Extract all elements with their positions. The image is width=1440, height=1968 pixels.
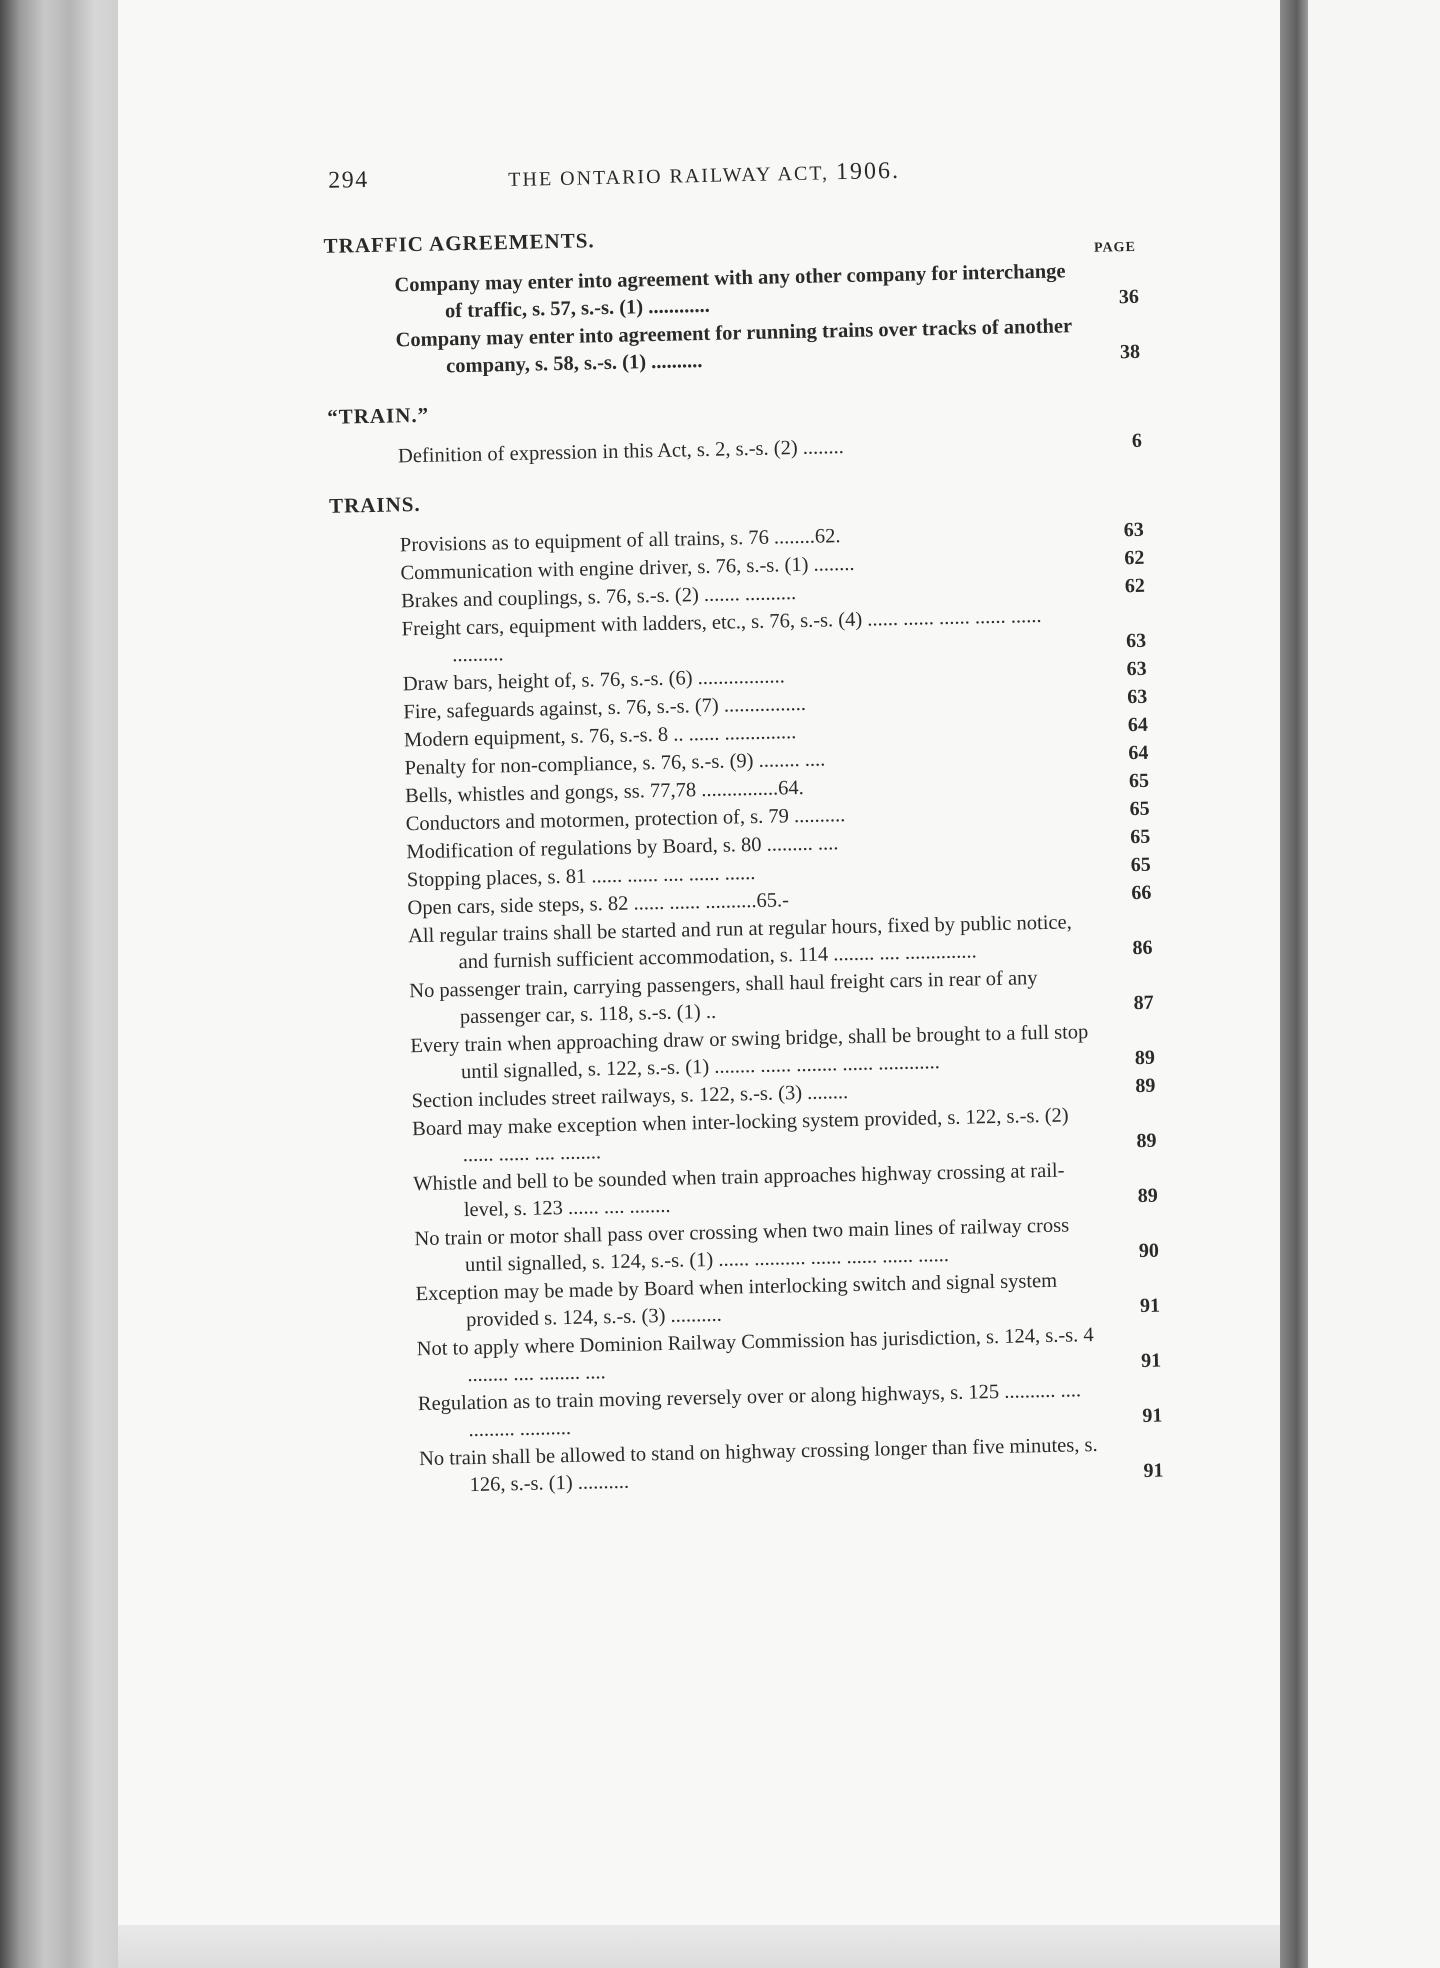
page-column-label: PAGE — [1093, 239, 1136, 256]
entry-page-number: 65 — [1129, 825, 1151, 849]
running-title — [508, 158, 900, 193]
running-title-text: THE ONTARIO RAILWAY ACT, — [508, 162, 830, 192]
entry-page-number: 63 — [1126, 657, 1147, 681]
entry-page-number: 89 — [1136, 1129, 1157, 1153]
index-content — [318, 151, 1166, 1502]
entry-page-number: 89 — [1135, 1074, 1156, 1098]
entry-text: Modern equipment, s. 76, s.-s. 8 .. ...... .............. — [403, 721, 797, 752]
entry-text: Every train when approaching draw or swing bridge, shall be brought to a full stop until signalled, s. 122, s.-s. (1) ........ ...... ........ ...... ............ — [410, 1021, 1089, 1084]
entry-text: Fire, safeguards against, s. 76, s.-s. (7) ................ — [403, 692, 807, 724]
entry-text: Company may enter into agreement for running trains over tracks of another company, s. 58, s.-s. (1) .......... — [395, 315, 1072, 378]
entry-page-number: 64 — [1128, 741, 1149, 765]
entry-text: Company may enter into agreement with any other company for interchange of traffic, s. 57, s.-s. (1) ............ — [394, 260, 1066, 323]
entry-text: No train or motor shall pass over crossing when two main lines of railway cross until signalled, s. 124, s.-s. (1) ...... .......... ...... ...... ...... ...... — [414, 1214, 1070, 1277]
entry-page-number: 91 — [1140, 1349, 1162, 1373]
entry-page-number: 65 — [1130, 853, 1152, 877]
index-section — [325, 477, 1166, 1502]
entry-text: Bells, whistles and gongs, ss. 77,78 ...............64. — [404, 776, 804, 808]
entry-page-number: 91 — [1143, 1459, 1164, 1482]
entry-page-number: 87 — [1133, 991, 1154, 1015]
book-gutter — [1280, 0, 1308, 1968]
section-heading: TRAINS. — [328, 491, 421, 518]
entry-text: Definition of expression in this Act, s. 2, s.-s. (2) ........ — [397, 436, 845, 468]
entry-page-number: 63 — [1127, 685, 1148, 709]
entry-text: Board may make exception when inter-locking system provided, s. 122, s.-s. (2) ...... ...... .... ........ — [411, 1104, 1069, 1167]
entry-text: Freight cars, equipment with ladders, etc., s. 76, s.-s. (4) ...... ...... ...... ...... ...... .......... — [401, 604, 1042, 667]
page-number: 294 — [327, 166, 370, 194]
entry-text: No passenger train, carrying passengers, shall haul freight cars in rear of any passenger car, s. 118, s.-s. (1) .. — [409, 967, 1038, 1029]
entry-text: No train shall be allowed to stand on highway crossing longer than five minutes, s. 126, s.-s. (1) .......... — [418, 1433, 1098, 1497]
entry-page-number: 90 — [1138, 1239, 1160, 1263]
entry-page-number: 62 — [1124, 546, 1145, 570]
entry-page-number: 6 — [1131, 429, 1143, 453]
entry-text: Brakes and couplings, s. 76, s.-s. (2) ....... .......... — [400, 582, 797, 613]
entry-text: Exception may be made by Board when interlocking switch and signal system provided s. 124, s.-s. (3) .......... — [415, 1269, 1058, 1332]
entry-text: Provisions as to equipment of all trains, s. 76 ........62. — [399, 525, 841, 557]
entry-page-number: 62 — [1124, 574, 1146, 598]
entry-page-number: 66 — [1131, 881, 1152, 905]
entry-page-number: 91 — [1139, 1294, 1161, 1318]
facing-page — [1308, 0, 1440, 1968]
entry-page-number: 38 — [1119, 340, 1141, 364]
entry-page-number: 91 — [1142, 1404, 1163, 1428]
entry-page-number: 36 — [1118, 285, 1140, 309]
entry-page-number: 89 — [1137, 1184, 1158, 1208]
entry-text: Not to apply where Dominion Railway Commission has jurisdiction, s. 124, s.-s. 4 ........ .... ........ .... — [416, 1324, 1094, 1387]
running-title-year: 1906. — [835, 157, 901, 186]
entry-text: Open cars, side steps, s. 82 ...... ...... ..........65.- — [407, 889, 790, 920]
entry-text: Draw bars, height of, s. 76, s.-s. (6) ................. — [402, 665, 786, 696]
entry-text: Stopping places, s. 81 ...... ...... .... ...... ...... — [406, 861, 756, 892]
entry-text: Modification of regulations by Board, s. 80 ......... .... — [406, 832, 839, 864]
index-section — [323, 388, 1144, 472]
book-page-edges — [0, 0, 118, 1968]
entry-text: All regular trains shall be started and run at regular hours, fixed by public notice, and furnish sufficient accommodation, s. 114 ........ .... .............. — [407, 911, 1072, 974]
entry-page-number: 64 — [1127, 713, 1149, 737]
entry-text: Whistle and bell to be sounded when train approaches highway crossing at rail-level, s. 123 ...... .... ........ — [413, 1159, 1065, 1222]
entry-page-number: 65 — [1129, 797, 1150, 821]
page-bottom-margin — [118, 1925, 1280, 1968]
entry-page-number: 63 — [1125, 629, 1147, 653]
entry-text: Penalty for non-compliance, s. 76, s.-s. (9) ........ .... — [404, 748, 826, 780]
section-heading: TRAFFIC AGREEMENTS. — [323, 228, 595, 258]
entry-text: Section includes street railways, s. 122, s.-s. (3) ........ — [411, 1081, 849, 1113]
entry-text: Conductors and motormen, protection of, s. 79 .......... — [405, 804, 846, 836]
entry-page-number: 65 — [1128, 769, 1150, 793]
entry-text: Regulation as to train moving reversely over or along highways, s. 125 .......... .... ......... .......... — [417, 1379, 1082, 1442]
index-sections — [319, 217, 1165, 1502]
entry-text: Communication with engine driver, s. 76, s.-s. (1) ........ — [400, 552, 855, 585]
section-heading: “TRAIN.” — [326, 402, 430, 429]
entry-page-number: 86 — [1132, 936, 1153, 960]
entry-page-number: 63 — [1123, 518, 1144, 542]
entry-page-number: 89 — [1134, 1046, 1156, 1070]
index-section — [319, 217, 1142, 383]
